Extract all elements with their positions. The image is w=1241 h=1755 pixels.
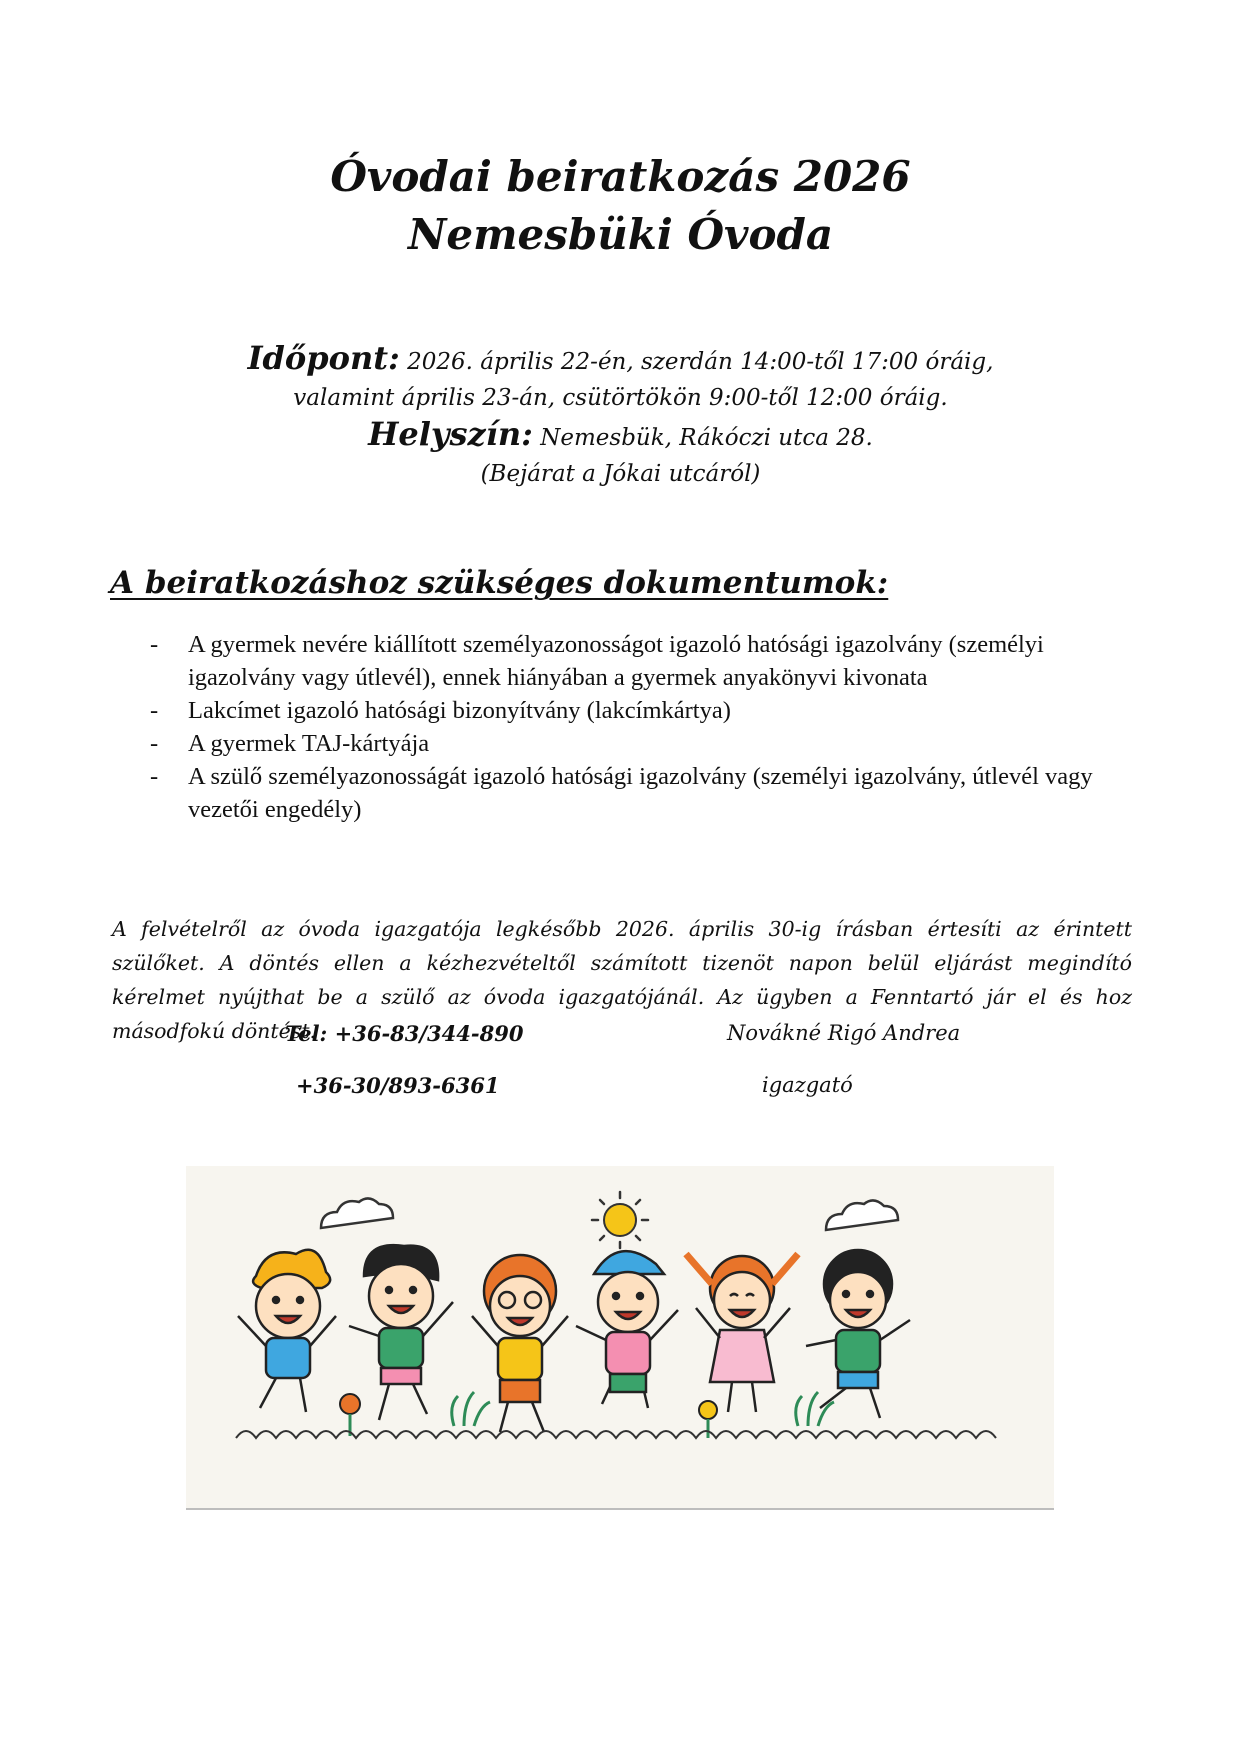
place-line bbox=[0, 416, 1241, 456]
kid-2 bbox=[349, 1245, 453, 1420]
phone-2: +36-30/893-6361 bbox=[296, 1073, 500, 1098]
kid-6 bbox=[806, 1250, 910, 1418]
list-item-text: A gyermek TAJ-kártyája bbox=[188, 730, 430, 757]
kid-1 bbox=[238, 1250, 336, 1412]
documents-heading: A beiratkozáshoz szükséges dokumentumok: bbox=[110, 565, 889, 601]
dash-bullet: - bbox=[150, 631, 159, 658]
signatory-title: igazgató bbox=[762, 1073, 853, 1097]
kid-4 bbox=[576, 1251, 678, 1408]
phone-1: Tel: +36-83/344-890 bbox=[285, 1021, 524, 1046]
place-label: Helyszín: bbox=[368, 415, 533, 453]
dash-bullet: - bbox=[150, 697, 159, 724]
list-item-text: A szülő személyazonosságát igazoló hatósági igazolvány (személyi igazolvány, útlevél vagy vezetői engedély) bbox=[188, 763, 1093, 823]
place-value: Nemesbük, Rákóczi utca 28. bbox=[540, 425, 873, 451]
kid-5 bbox=[686, 1254, 798, 1412]
schedule-info bbox=[0, 340, 1241, 492]
time-line-1 bbox=[0, 340, 1241, 380]
dash-bullet: - bbox=[150, 763, 159, 790]
notice-paragraph: A felvételről az óvoda igazgatója legkésőbb 2026. április 30-ig írásban értesíti az érintett szülőket. A döntés ellen a kézhezvételtől számított tizenöt napon belül eljárást megindító kérelmet nyújthat be a szülő az óvoda igazgatójánál. Az ügyben a Fenntartó jár el és hoz másodfokú döntést. bbox=[112, 917, 1132, 1043]
list-item bbox=[150, 727, 1140, 760]
title-line-2: Nemesbüki Óvoda bbox=[407, 210, 834, 259]
list-item-text: A gyermek nevére kiállított személyazonosságot igazoló hatósági igazolvány (személyi igazolvány vagy útlevél), ennek hiányában a gyermek anyakönyvi kivonata bbox=[188, 631, 1044, 691]
list-item bbox=[150, 760, 1140, 826]
page-title bbox=[0, 148, 1241, 264]
sun-icon bbox=[592, 1192, 648, 1248]
time-label: Időpont: bbox=[247, 339, 400, 377]
place-note: (Bejárat a Jókai utcáról) bbox=[480, 461, 761, 487]
signatory-name: Novákné Rigó Andrea bbox=[727, 1021, 961, 1045]
children-illustration bbox=[186, 1166, 1054, 1510]
title-line-1: Óvodai beiratkozás 2026 bbox=[330, 152, 911, 201]
cloud-left bbox=[321, 1198, 393, 1228]
dash-bullet: - bbox=[150, 730, 159, 757]
time-value-2: valamint április 23-án, csütörtökön 9:00-től 12:00 óráig. bbox=[293, 385, 948, 411]
time-value-1: 2026. április 22-én, szerdán 14:00-től 17:00 óráig, bbox=[407, 349, 994, 375]
jumping-kids-drawing bbox=[186, 1166, 1054, 1506]
list-item bbox=[150, 628, 1140, 694]
documents-list bbox=[150, 628, 1140, 826]
list-item bbox=[150, 694, 1140, 727]
list-item-text: Lakcímet igazoló hatósági bizonyítvány (lakcímkártya) bbox=[188, 697, 731, 724]
cloud-right bbox=[826, 1200, 898, 1230]
